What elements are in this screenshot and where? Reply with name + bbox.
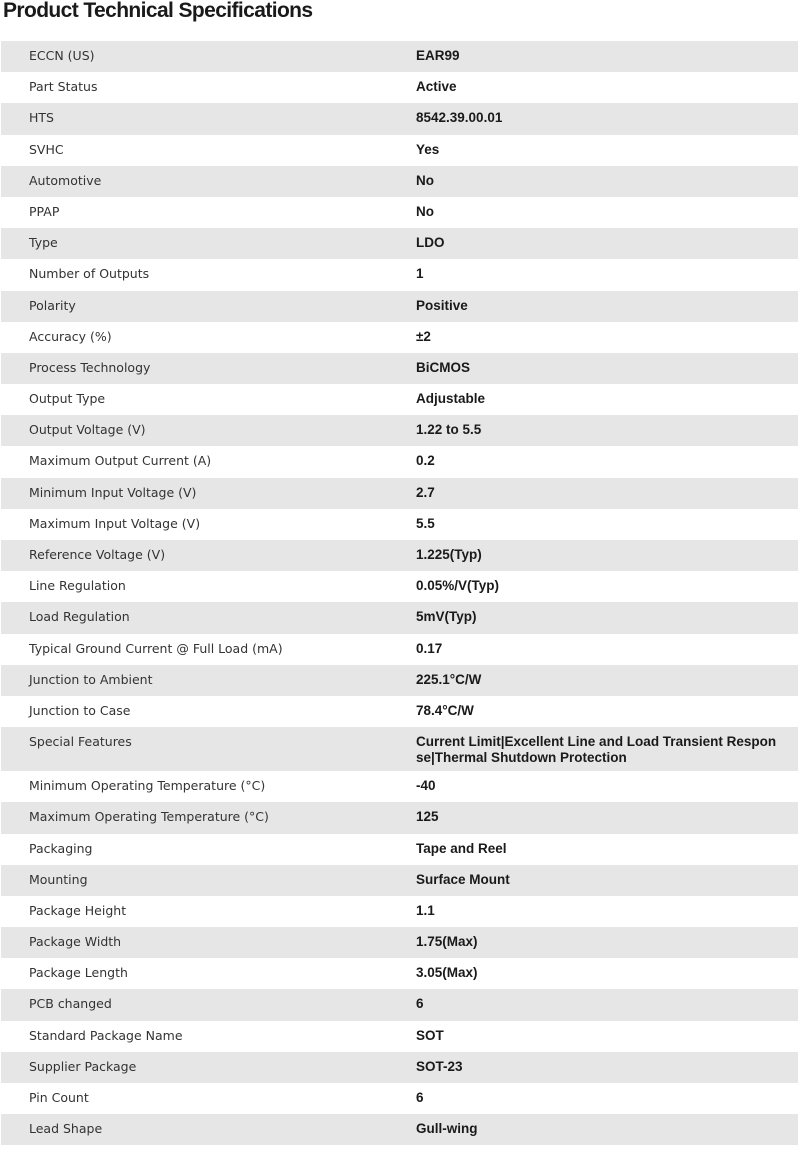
spec-name: Package Length: [1, 958, 389, 989]
spec-value: 2.7: [389, 478, 798, 509]
spec-value: 1.225(Typ): [389, 540, 798, 571]
spec-row-special-features: [1, 727, 798, 771]
spec-row-packaging: [1, 834, 798, 865]
spec-name: PPAP: [1, 197, 389, 228]
spec-name: Maximum Operating Temperature (°C): [1, 802, 389, 833]
spec-value: 0.2: [389, 446, 798, 477]
spec-row-typical-ground-current: [1, 634, 798, 665]
spec-row-eccn: [1, 41, 798, 72]
specifications-table: [1, 41, 798, 1145]
spec-value: 0.05%/V(Typ): [389, 571, 798, 602]
spec-row-load-regulation: [1, 602, 798, 633]
spec-value: 1.75(Max): [389, 927, 798, 958]
spec-name: Supplier Package: [1, 1052, 389, 1083]
page-title: Product Technical Specifications: [3, 0, 313, 22]
specifications-table-body: [1, 41, 798, 1145]
spec-value: 78.4°C/W: [389, 696, 798, 727]
spec-value: Positive: [389, 291, 798, 322]
spec-row-minimum-operating-temperature: [1, 771, 798, 802]
spec-value: -40: [389, 771, 798, 802]
spec-name: Minimum Operating Temperature (°C): [1, 771, 389, 802]
spec-name: Lead Shape: [1, 1114, 389, 1145]
spec-value: ±2: [389, 322, 798, 353]
spec-value: Tape and Reel: [389, 834, 798, 865]
spec-row-output-type: [1, 384, 798, 415]
spec-value: SOT: [389, 1021, 798, 1052]
spec-row-type: [1, 228, 798, 259]
spec-row-number-of-outputs: [1, 259, 798, 290]
spec-value: Adjustable: [389, 384, 798, 415]
spec-value: Current Limit|Excellent Line and Load Transient Response|Thermal Shutdown Protection: [389, 727, 798, 771]
spec-row-maximum-operating-temperature: [1, 802, 798, 833]
spec-row-ppap: [1, 197, 798, 228]
spec-row-package-length: [1, 958, 798, 989]
spec-row-maximum-output-current: [1, 446, 798, 477]
spec-name: Special Features: [1, 727, 389, 771]
spec-name: Junction to Case: [1, 696, 389, 727]
spec-name: Packaging: [1, 834, 389, 865]
spec-row-reference-voltage: [1, 540, 798, 571]
spec-name: Pin Count: [1, 1083, 389, 1114]
spec-value: 1.1: [389, 896, 798, 927]
spec-row-polarity: [1, 291, 798, 322]
spec-row-accuracy: [1, 322, 798, 353]
spec-row-hts: [1, 103, 798, 134]
spec-name: Line Regulation: [1, 571, 389, 602]
spec-name: Typical Ground Current @ Full Load (mA): [1, 634, 389, 665]
spec-value: EAR99: [389, 41, 798, 72]
spec-name: Maximum Input Voltage (V): [1, 509, 389, 540]
spec-name: Package Width: [1, 927, 389, 958]
spec-row-part-status: [1, 72, 798, 103]
spec-row-pin-count: [1, 1083, 798, 1114]
spec-row-junction-to-case: [1, 696, 798, 727]
spec-row-standard-package-name: [1, 1021, 798, 1052]
spec-value: 6: [389, 1083, 798, 1114]
spec-row-output-voltage: [1, 415, 798, 446]
spec-name: Reference Voltage (V): [1, 540, 389, 571]
spec-value: 225.1°C/W: [389, 665, 798, 696]
spec-row-junction-to-ambient: [1, 665, 798, 696]
spec-row-maximum-input-voltage: [1, 509, 798, 540]
spec-name: Load Regulation: [1, 602, 389, 633]
spec-value: 8542.39.00.01: [389, 103, 798, 134]
spec-name: Minimum Input Voltage (V): [1, 478, 389, 509]
spec-name: Part Status: [1, 72, 389, 103]
spec-row-lead-shape: [1, 1114, 798, 1145]
spec-name: HTS: [1, 103, 389, 134]
spec-value: No: [389, 166, 798, 197]
spec-name: Output Voltage (V): [1, 415, 389, 446]
spec-value: Yes: [389, 135, 798, 166]
spec-value: BiCMOS: [389, 353, 798, 384]
spec-value: 0.17: [389, 634, 798, 665]
spec-name: SVHC: [1, 135, 389, 166]
spec-row-supplier-package: [1, 1052, 798, 1083]
spec-name: Process Technology: [1, 353, 389, 384]
spec-row-minimum-input-voltage: [1, 478, 798, 509]
spec-name: Automotive: [1, 166, 389, 197]
spec-row-pcb-changed: [1, 989, 798, 1020]
spec-name: Type: [1, 228, 389, 259]
spec-name: Accuracy (%): [1, 322, 389, 353]
spec-row-line-regulation: [1, 571, 798, 602]
spec-name: Maximum Output Current (A): [1, 446, 389, 477]
spec-row-package-width: [1, 927, 798, 958]
spec-value: 1.22 to 5.5: [389, 415, 798, 446]
spec-name: PCB changed: [1, 989, 389, 1020]
spec-row-package-height: [1, 896, 798, 927]
spec-value: Surface Mount: [389, 865, 798, 896]
spec-name: Mounting: [1, 865, 389, 896]
spec-value: 1: [389, 259, 798, 290]
spec-name: Number of Outputs: [1, 259, 389, 290]
spec-name: Junction to Ambient: [1, 665, 389, 696]
spec-name: Polarity: [1, 291, 389, 322]
spec-row-automotive: [1, 166, 798, 197]
spec-value: 5.5: [389, 509, 798, 540]
spec-value: Active: [389, 72, 798, 103]
spec-value: No: [389, 197, 798, 228]
spec-value: 6: [389, 989, 798, 1020]
spec-value: 3.05(Max): [389, 958, 798, 989]
spec-name: Output Type: [1, 384, 389, 415]
spec-name: ECCN (US): [1, 41, 389, 72]
spec-value: LDO: [389, 228, 798, 259]
spec-row-process-technology: [1, 353, 798, 384]
spec-row-svhc: [1, 135, 798, 166]
spec-row-mounting: [1, 865, 798, 896]
spec-name: Standard Package Name: [1, 1021, 389, 1052]
spec-value: 125: [389, 802, 798, 833]
spec-value: Gull-wing: [389, 1114, 798, 1145]
spec-value: 5mV(Typ): [389, 602, 798, 633]
spec-name: Package Height: [1, 896, 389, 927]
spec-value: SOT-23: [389, 1052, 798, 1083]
